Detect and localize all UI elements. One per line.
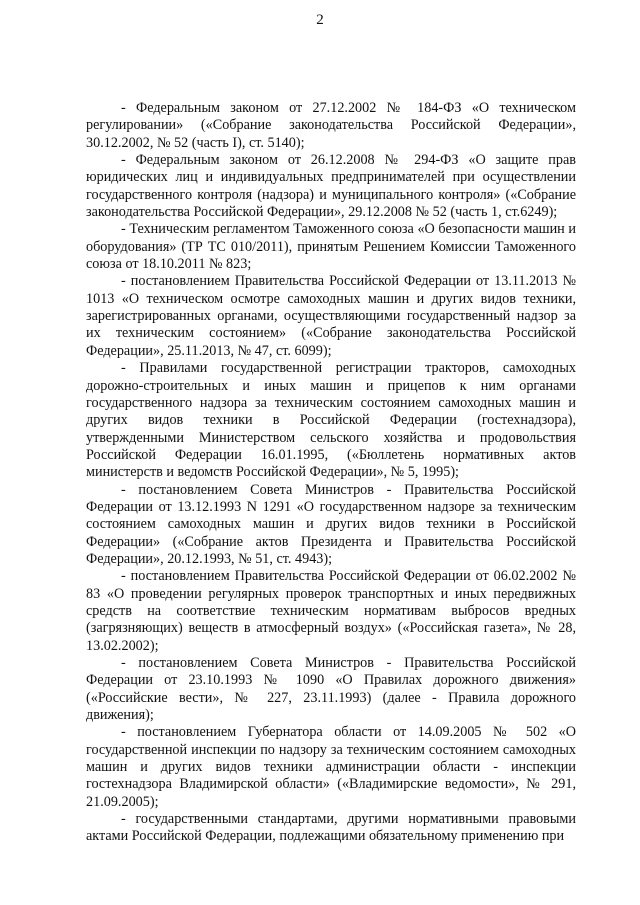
paragraph-federal-law-294fz: - Федеральным законом от 26.12.2008 № 294-ФЗ «О защите прав юридических лиц и индивидуальных предпринимателей при осуществлении государственного контроля (надзора) и муниципального контроля» («Собрание законодательства Российской Федерации», 29.12.2008 № 52 (часть 1, ст.6249);: [86, 152, 576, 221]
paragraph-decree-1013: - постановлением Правительства Российской Федерации от 13.11.2013 № 1013 «О техническом осмотре самоходных машин и других видов техники, зарегистрированных органами, осуществляющими государственный надзор за их техническим состоянием» («Собрание законодательства Российской Федерации», 25.11.2013, № 47, ст. 6099);: [86, 273, 576, 359]
paragraph-decree-1090: - постановлением Совета Министров - Правительства Российской Федерации от 23.10.1993 № 1090 «О Правилах дорожного движения» («Российские вести», № 227, 23.11.1993) (далее - Правила дорожного движения);: [86, 655, 576, 724]
paragraph-governor-decree-502: - постановлением Губернатора области от 14.09.2005 № 502 «О государственной инспекции по надзору за техническим состоянием самоходных машин и других видов техники администрации области - инспекции гостехнадзора Владимирской области» («Владимирские ведомости», № 291, 21.09.2005);: [86, 724, 576, 810]
paragraph-decree-1291: - постановлением Совета Министров - Правительства Российской Федерации от 13.12.1993 N 1291 «О государственном надзоре за техническим состоянием самоходных машин и других видов техники в Российской Федерации» («Собрание актов Президента и Правительства Российской Федерации», 20.12.1993, № 51, ст. 4943);: [86, 481, 576, 567]
paragraph-registration-rules: - Правилами государственной регистрации тракторов, самоходных дорожно-строительных и иных машин и прицепов к ним органами государственного надзора за техническим состоянием самоходных машин и других видов техники в Российской Федерации (гостехнадзора), утвержденными Министерством сельского хозяйства и продовольствия Российской Федерации 16.01.1995, («Бюллетень нормативных актов министерств и ведомств Российской Федерации», № 5, 1995);: [86, 360, 576, 481]
document-body: [86, 100, 576, 846]
page-number: 2: [316, 12, 324, 28]
paragraph-decree-83: - постановлением Правительства Российской Федерации от 06.02.2002 № 83 «О проведении регулярных проверок транспортных и иных передвижных средств на соответствие техническим нормативам выбросов вредных (загрязняющих) веществ в атмосферный воздух» («Российская газета», № 28, 13.02.2002);: [86, 568, 576, 654]
paragraph-customs-union-regulation: - Техническим регламентом Таможенного союза «О безопасности машин и оборудования» (ТР ТС 010/2011), принятым Решением Комиссии Таможенного союза от 18.10.2011 № 823;: [86, 221, 576, 273]
paragraph-state-standards: - государственными стандартами, другими нормативными правовыми актами Российской Федерации, подлежащими обязательному применению при: [86, 811, 576, 845]
paragraph-federal-law-184fz: - Федеральным законом от 27.12.2002 № 184-ФЗ «О техническом регулировании» («Собрание законодательства Российской Федерации», 30.12.2002, № 52 (часть I), ст. 5140);: [86, 100, 576, 151]
